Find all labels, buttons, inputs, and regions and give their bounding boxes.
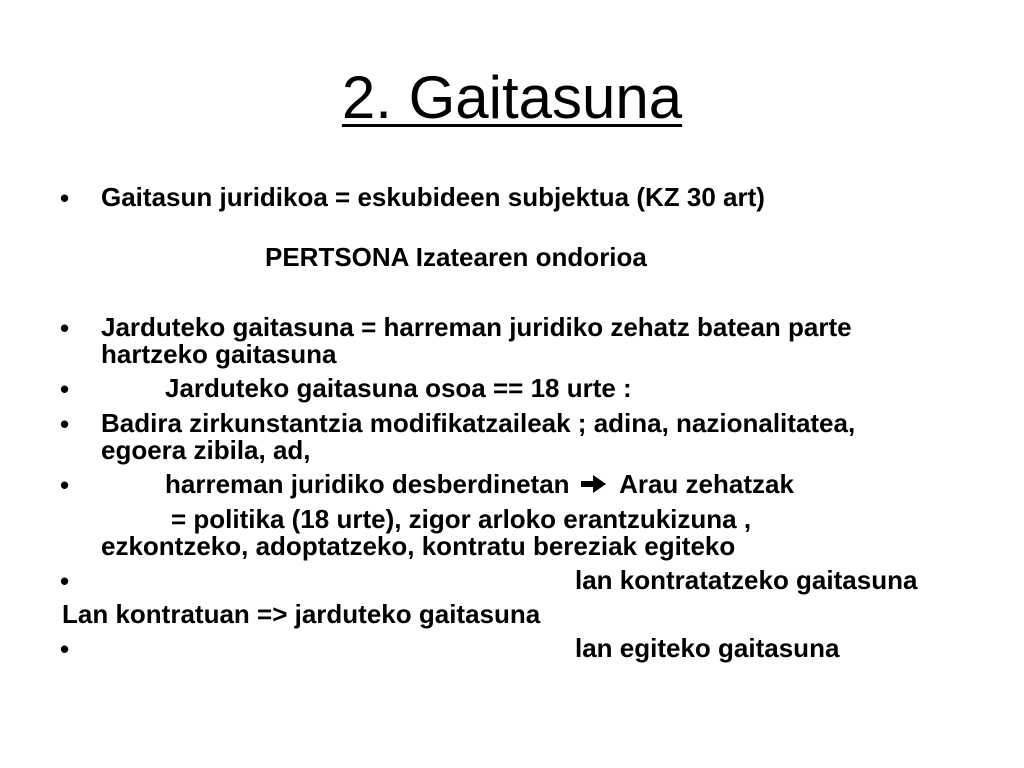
text-harreman-label: harreman juridiko desberdinetan xyxy=(165,469,570,499)
text-harreman-desberdinetan xyxy=(165,470,794,498)
text-politika-2: ezkontzeko, adoptatzeko, kontratu bereziak egiteko xyxy=(101,531,736,561)
text-badira-1: Badira zirkunstantzia modifikatzaileak ; adina, nazionalitatea, xyxy=(101,408,856,438)
text-jarduteko-osoa: Jarduteko gaitasuna osoa == 18 urte : xyxy=(165,373,632,403)
text-jarduteko-gaitasuna-2: hartzeko gaitasuna xyxy=(101,339,337,369)
bullet-marker: • xyxy=(60,374,70,404)
right-arrow-icon xyxy=(579,473,609,495)
text-politika-1: = politika (18 urte), zigor arloko erantzukizuna , xyxy=(171,504,752,534)
text-arau-zehatzak: Arau zehatzak xyxy=(619,469,794,499)
slide-title: 2. Gaitasuna xyxy=(341,64,683,131)
bullet-marker: • xyxy=(60,470,70,500)
bullet-marker: • xyxy=(60,313,70,343)
text-gaitasun-juridikoa: Gaitasun juridikoa = eskubideen subjektua (KZ 30 art) xyxy=(101,182,765,212)
bullet-marker: • xyxy=(60,634,70,664)
text-badira-2: egoera zibila, ad, xyxy=(101,435,311,465)
text-lan-kontratuan: Lan kontratuan => jarduteko gaitasuna xyxy=(62,599,541,629)
bullet-marker: • xyxy=(60,409,70,439)
text-jarduteko-gaitasuna-1: Jarduteko gaitasuna = harreman juridiko zehatz batean parte xyxy=(101,312,852,342)
bullet-marker: • xyxy=(60,183,70,213)
bullet-marker: • xyxy=(60,566,70,596)
text-lan-egiteko: lan egiteko gaitasuna xyxy=(575,633,840,663)
text-pertsona: PERTSONA Izatearen ondorioa xyxy=(265,242,647,272)
text-lan-kontratatzeko: lan kontratatzeko gaitasuna xyxy=(575,565,918,595)
